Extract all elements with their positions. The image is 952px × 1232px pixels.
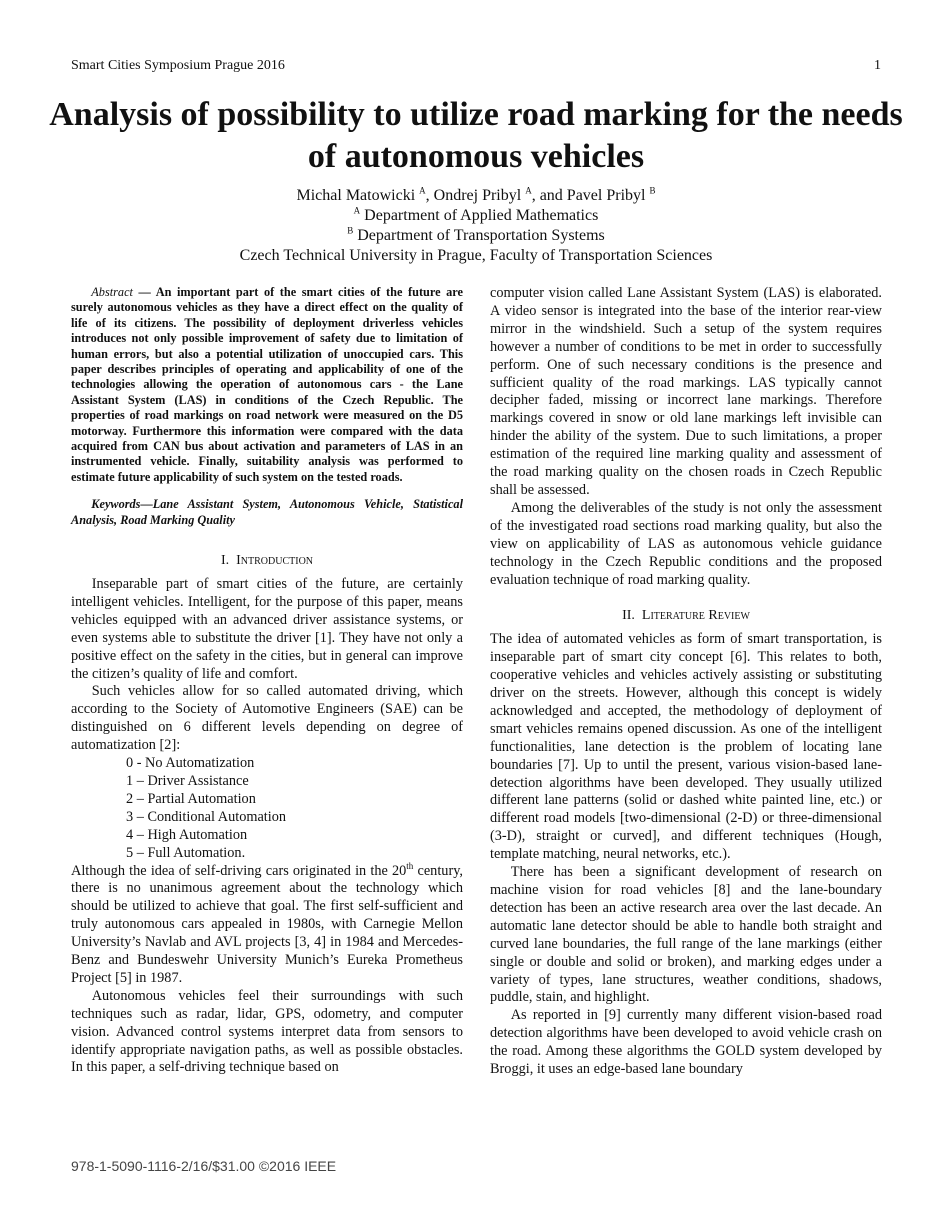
paragraph-text: century, there is no unanimous agreement about the technology which should be utilized to achieve that goal. The first self-sufficient and truly autonomous cars appealed in 1980s, with Carnegie Mellon University’s Navlab and AVL projects [3, 4] in 1984 and Mercedes-Benz and Bundeswehr University Munich’s Eureka Prometheus Project [5] in 1987. bbox=[71, 862, 463, 986]
section-title: Introduction bbox=[236, 553, 314, 569]
paragraph bbox=[71, 860, 463, 988]
list-item: 0 - No Automatization bbox=[126, 755, 255, 772]
list-item: 4 – High Automation bbox=[126, 826, 248, 843]
list-item: 5 – Full Automation. bbox=[126, 844, 246, 861]
author-1-affiliation: A bbox=[419, 185, 426, 196]
paragraph: Autonomous vehicles feel their surroundings with such techniques such as radar, lidar, GPS, odometry, and computer vision. Advanced control systems interpret data from sensors to identify appropriate navigation paths, as well as possible obstacles. In this paper, a self-driving technique based on bbox=[71, 987, 463, 1076]
conference-name: Smart Cities Symposium Prague 2016 bbox=[71, 58, 285, 73]
author-block bbox=[40, 186, 912, 266]
abstract-label: Abstract bbox=[91, 285, 133, 299]
keywords: Keywords—Lane Assistant System, Autonomous Vehicle, Statistical Analysis, Road Marking Quality bbox=[71, 497, 463, 527]
list-item: 2 – Partial Automation bbox=[126, 790, 256, 807]
ordinal-suffix: th bbox=[406, 860, 414, 871]
left-column bbox=[71, 285, 463, 1077]
affiliation-b-text: Department of Transportation Systems bbox=[353, 227, 605, 244]
paragraph-text: Although the idea of self-driving cars originated in the 20 bbox=[71, 862, 407, 879]
paragraph: Among the deliverables of the study is not only the assessment of the investigated road sections road marking quality, but also the view on applicability of LAS as autonomous vehicle guidance technology in the Czech Republic conditions and the proposed evaluation technique of road marking quality. bbox=[490, 499, 882, 588]
section-number: I. bbox=[220, 553, 230, 569]
section-title: Literature Review bbox=[641, 608, 750, 624]
author-1: Michal Matowicki bbox=[296, 187, 416, 204]
list-item: 1 – Driver Assistance bbox=[126, 772, 249, 789]
author-2-affiliation: A bbox=[525, 185, 532, 196]
paragraph: There has been a significant development of research on machine vision for road vehicles [8] and the lane-boundary detection has been an active research area over the last decade. An automatic lane detector should be able to handle both straight and curved lane boundaries, the full range of the lane markings (either single or double and solid or broken), and marking edges under a variety of types, lane structures, weather conditions, shadows, puddle, stain, and highlight. bbox=[490, 864, 882, 1006]
paragraph: Inseparable part of smart cities of the future, are certainly intelligent vehicles. Intelligent, for the purpose of this paper, means vehicles equipped with an advanced driver assistance systems, or even systems able to substitute the driver [1]. They have not only a positive effect on the safety in the cities, but in general can improve the citizen’s quality of life and comfort. bbox=[71, 576, 463, 682]
author-separator: , and bbox=[531, 187, 567, 204]
abstract-text: — An important part of the smart cities of the future are surely autonomous vehicles as they have a direct effect on the quality of life of its citizens. The possibility of deployment driverless vehicles introduces not only possible improvement of safety due to limitation of human errors, but also a potential utilization of unoccupied cars. This paper describes principles of operating and applicability of one of the technologies allowing the operation of autonomous cars - the Lane Assistant System (LAS) in conditions of the Czech Republic. The properties of road markings on road network were measured on the D5 motorway. Furthermore this information were compared with the data acquired from CAN bus about activation and parameters of LAS in an instrumented vehicle. Finally, suitability analysis was performed to estimate future applicability of such system on the tested roads. bbox=[71, 285, 463, 484]
abstract bbox=[71, 285, 463, 485]
affiliation-b-marker: B bbox=[347, 225, 354, 236]
author-3: Pavel Pribyl bbox=[566, 187, 646, 204]
author-separator: , bbox=[425, 187, 434, 204]
right-column bbox=[490, 285, 882, 1079]
affiliation-a-text: Department of Applied Mathematics bbox=[360, 207, 599, 224]
author-2: Ondrej Pribyl bbox=[433, 187, 522, 204]
page-number: 1 bbox=[874, 58, 881, 73]
affiliation-a-marker: A bbox=[353, 205, 361, 216]
author-3-affiliation: B bbox=[649, 185, 656, 196]
section-heading-literature-review bbox=[490, 607, 882, 625]
section-number: II. bbox=[622, 608, 635, 624]
affiliation-a bbox=[40, 206, 912, 226]
paragraph: Such vehicles allow for so called automated driving, which according to the Society of Automotive Engineers (SAE) can be distinguished on 6 different levels depending on degree of automatization [2]: bbox=[71, 683, 463, 754]
paragraph: As reported in [9] currently many different vision-based road detection algorithms have been developed to avoid vehicle crash on the road. Among these algorithms the GOLD system developed by Broggi, it uses an edge-based lane boundary bbox=[490, 1007, 882, 1078]
automation-levels-list bbox=[71, 755, 463, 862]
paper-title: Analysis of possibility to utilize road marking for the needs of autonomous vehicles bbox=[49, 96, 903, 175]
institution: Czech Technical University in Prague, Faculty of Transportation Sciences bbox=[239, 247, 713, 264]
paragraph: computer vision called Lane Assistant System (LAS) is elaborated. A video sensor is integrated into the base of the interior rear-view mirror in the windshield. Such a setup of the system requires however a number of conditions to be met in order to successfully perform. One of such necessary conditions is the presence and sufficient quality of the road markings. LAS typically cannot decipher faded, missing or incorrect lane markings. Therefore markings covered in snow or old lane markings left invisible can hinder the ability of the system. Due to such limitations, a proper estimation of the required line marking quality and assessment of the road marking quality on the chosen roads in Czech Republic shall be assessed. bbox=[490, 285, 882, 498]
section-heading-introduction bbox=[71, 552, 463, 570]
affiliation-b bbox=[40, 226, 912, 246]
list-item: 3 – Conditional Automation bbox=[126, 808, 287, 825]
author-names bbox=[40, 186, 912, 206]
copyright-footer: 978-1-5090-1116-2/16/$31.00 ©2016 IEEE bbox=[71, 1158, 337, 1174]
paragraph: The idea of automated vehicles as form of smart transportation, is inseparable part of smart city concept [6]. This relates to both, cooperative vehicles and vehicles actively assisting or substituting driver on the streets. However, although this concept is widely acknowledged and accepted, the methodology of deployment of smart vehicles remains opened discussion. As one of the intelligent functionalities, lane detection is the problem of locating lane boundaries [7]. Up to until the present, various vision-based lane-detection algorithms have been developed. They usually utilized different lane patterns (solid or dashed white painted line, etc.) or different road models [two-dimensional (2-D) or three-dimensional (3-D), straight or curved], and different techniques (Hough, template matching, neural networks, etc.). bbox=[490, 631, 882, 863]
